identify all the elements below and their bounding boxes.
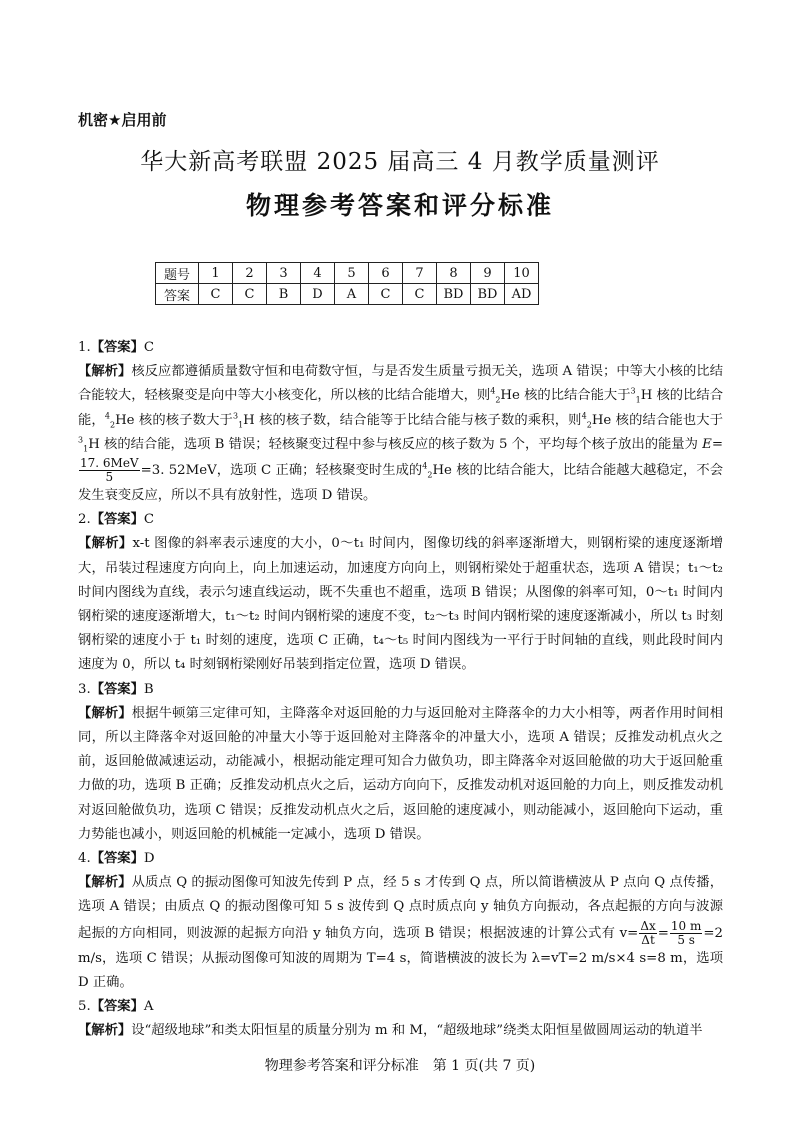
exam-title: 华大新高考联盟 2025 届高三 4 月教学质量测评 bbox=[140, 149, 660, 175]
answer-value: C bbox=[143, 512, 155, 528]
explanation-tag: 【解析】 bbox=[78, 705, 132, 721]
answer-tag: 【答案】 bbox=[90, 512, 144, 528]
fraction-denominator: Δt bbox=[641, 932, 655, 947]
explanation bbox=[78, 871, 723, 995]
question-number: 2. bbox=[78, 512, 91, 528]
fraction-denominator: 5 bbox=[105, 470, 114, 485]
explanation: 【解析】核反应都遵循质量数守恒和电荷数守恒，与是否发生质量亏损无关，选项 A 错误；中等大小核的比结合能较大，轻核聚变是向中等大小核变化，所以核的比结合能增大，则$^4_2$He 核的比结合能大于$^3_1$H 核的比结合能，$^4_2$He 核的核子数大于$^3_1$H 核的核子数，结合能等于比结合能与核子数的乘积，则$^4_2$He 核的结合能也大于$^3_1$H 核的结合能，选项 B 错误；轻核聚变过程中参与核反应的核子数为 5 个，平均每个核子放出的能量为 E= $\frac{\text{17. 6MeV}}{5}$ =3. 52MeV，选项 C 正确；轻核聚变时生成的$^4_2$He 核的比结合能大，比结合能越大越稳定，不会发生衰变反应，所以不具有放射性，选项 D 错误。 bbox=[78, 364, 724, 504]
answer-tag: 【答案】 bbox=[90, 681, 144, 697]
question-number: 9 bbox=[471, 263, 505, 284]
answer-cell: C bbox=[369, 284, 403, 305]
row-label: 题号 bbox=[156, 263, 199, 284]
question-number: 6 bbox=[369, 263, 403, 284]
equation-lhs: E= bbox=[702, 436, 723, 452]
question-number: 4 bbox=[301, 263, 335, 284]
question-number-row bbox=[156, 263, 539, 284]
answer-cell: A bbox=[335, 284, 369, 305]
answer-tag: 【答案】 bbox=[90, 999, 144, 1015]
confidential-label: 机密★启用前 bbox=[78, 111, 167, 129]
explanation-text: He 核的比结合能大于 bbox=[500, 388, 631, 404]
answer-value: D bbox=[143, 851, 155, 867]
answer-line bbox=[78, 847, 723, 871]
explanation-text: H 核的结合能，选项 B 错误；轻核聚变过程中参与核反应的核子数为 5 个，平均每个核子放出的能量为 bbox=[88, 436, 703, 452]
question-number: 10 bbox=[505, 263, 539, 284]
equation-rhs: =3. 52MeV bbox=[140, 463, 217, 479]
question-number: 7 bbox=[403, 263, 437, 284]
fraction-numerator: 10 m bbox=[670, 918, 702, 933]
explanation-text: 根据牛顿第三定律可知，主降落伞对返回舱的力与返回舱对主降落伞的力大小相等，两者作用时间相同，所以主降落伞对返回舱的冲量大小等于返回舱对主降落伞的冲量大小，选项 A 错误；反推发动机点火之前，返回舱做减速运动，动能减小，根据动能定理可知合力做负功，即主降落伞对返回舱做的功大于返回舱重力做的功，选项 B 正确；反推发动机点火之后，运动方向向下，反推发动机对返回舱的力向上，则反推发动机对返回舱做负功，选项 C 错误；反推发动机点火之后，返回舱的速度减小，则动能减小，返回舱向下运动，重力势能也减小，则返回舱的机械能一定减小，选项 D 错误。 bbox=[78, 705, 724, 842]
answer-cell: C bbox=[403, 284, 437, 305]
explanation-text: x-t 图像的斜率表示速度的大小，0～t₁ 时间内，图像切线的斜率逐渐增大，则钢桁梁的速度逐渐增大，吊装过程速度方向向上，向上加速运动，加速度方向向上，则钢桁梁处于超重状态，选项 A 错误；t₁～t₂ 时间内图线为直线，表示匀速直线运动，既不失重也不超重，选项 B 错误；从图像的斜率可知，0～t₁ 时间内钢桁梁的速度逐渐增大，t₁～t₂ 时间内钢桁梁的速度不变，t₂～t₃ 时间内钢桁梁的速度逐渐减小，所以 t₃ 时刻钢桁梁的速度小于 t₁ 时刻的速度，选项 C 正确，t₄～t₅ 时间内图线为一平行于时间轴的直线，则此段时间内速度为 0，所以 t₄ 时刻钢桁梁刚好吊装到指定位置，选项 D 错误。 bbox=[78, 536, 724, 673]
explanation-text: H 核的比结合能， bbox=[78, 388, 723, 428]
answer-cell: B bbox=[267, 284, 301, 305]
explanation-text: 设“超级地球”和类太阳恒星的质量分别为 m 和 M，“超级地球”绕类太阳恒星做圆周运动的轨道半 bbox=[131, 1023, 703, 1039]
explanation-text: ，选项 C 正确；轻核聚变时生成的 bbox=[216, 463, 423, 479]
explanation-tag: 【解析】 bbox=[78, 536, 133, 552]
explanation bbox=[78, 702, 723, 847]
fraction bbox=[670, 920, 702, 947]
fraction-denominator: 5 s bbox=[677, 932, 695, 947]
explanation-tag: 【解析】 bbox=[78, 1023, 132, 1039]
fraction bbox=[639, 920, 656, 947]
answer-value: C bbox=[143, 340, 155, 355]
explanation-text: H 核的核子数，结合能等于比结合能与核子数的乘积，则 bbox=[243, 412, 582, 428]
question-number: 2 bbox=[233, 263, 267, 284]
question-4 bbox=[78, 847, 723, 995]
answer-cell: BD bbox=[437, 284, 471, 305]
fraction-numerator: Δx bbox=[640, 918, 656, 933]
explanation bbox=[78, 532, 723, 677]
answer-row bbox=[156, 284, 539, 305]
answer-cell: BD bbox=[471, 284, 505, 305]
answer-tag: 【答案】 bbox=[90, 851, 144, 867]
answer-cell: C bbox=[233, 284, 267, 305]
solutions bbox=[78, 336, 723, 1043]
explanation-text: =2 m/s，选项 C 错误；从振动图像可知波的周期为 T=4 s，简谐横波的波长为 λ=vT=2 m/s×4 s=8 m，选项 D 正确。 bbox=[78, 925, 723, 990]
answer-cell: C bbox=[199, 284, 233, 305]
answer-line bbox=[78, 336, 723, 360]
explanation bbox=[78, 1019, 723, 1043]
question-number: 4. bbox=[78, 851, 91, 867]
question-number: 3. bbox=[78, 681, 91, 697]
answer-table bbox=[155, 262, 539, 305]
page-footer: 物理参考答案和评分标准 第 1 页(共 7 页) bbox=[264, 1058, 536, 1074]
question-number: 1 bbox=[199, 263, 233, 284]
answer-cell: AD bbox=[505, 284, 539, 305]
question-number: 1. bbox=[78, 340, 91, 355]
answer-tag: 【答案】 bbox=[90, 340, 144, 355]
row-label: 答案 bbox=[156, 284, 199, 305]
explanation-text: He 核的结合能也大于 bbox=[591, 412, 724, 428]
question-3 bbox=[78, 678, 723, 847]
answer-cell: D bbox=[301, 284, 335, 305]
explanation-text: 从质点 Q 的振动图像可知波先传到 P 点，经 5 s 才传到 Q 点，所以简谐横波从 P 点向 Q 点传播，选项 A 错误；由质点 Q 的振动图像可知 5 s 波传到 Q 点时质点向 y 轴负方向振动，各点起振的方向与波源起振的方向相同，则波源的起振方向沿 y 轴负方向，选项 B 错误；根据波速的计算公式有 v= bbox=[78, 875, 724, 941]
explanation-text: He 核的比结合能大，比结合能越大越稳定，不会发生衰变反应，所以不具有放射性，选项 D 错误。 bbox=[78, 463, 723, 504]
question-number: 5 bbox=[335, 263, 369, 284]
answer-line bbox=[78, 508, 723, 532]
explanation-tag: 【解析】 bbox=[78, 875, 132, 891]
answer-line bbox=[78, 678, 723, 702]
fraction-numerator: 17. 6MeV bbox=[80, 456, 139, 471]
question-number: 3 bbox=[267, 263, 301, 284]
question-5 bbox=[78, 995, 723, 1043]
answer-value: A bbox=[143, 999, 154, 1015]
explanation-text: 核反应都遵循质量数守恒和电荷数守恒，与是否发生质量亏损无关，选项 A 错误；中等大小核的比结合能较大，轻核聚变是向中等大小核变化，所以核的比结合能增大，则 bbox=[78, 364, 723, 404]
document-subtitle: 物理参考答案和评分标准 bbox=[245, 191, 554, 220]
fraction bbox=[79, 457, 140, 484]
explanation-text: He 核的核子数大于 bbox=[115, 412, 233, 428]
explanation-tag: 【解析】 bbox=[78, 364, 132, 380]
answer-value: B bbox=[143, 681, 154, 697]
question-2 bbox=[78, 508, 723, 677]
question-number: 5. bbox=[78, 999, 91, 1015]
question-number: 8 bbox=[437, 263, 471, 284]
question-1 bbox=[78, 336, 723, 508]
answer-line bbox=[78, 995, 723, 1019]
equals-sign: = bbox=[657, 925, 669, 941]
